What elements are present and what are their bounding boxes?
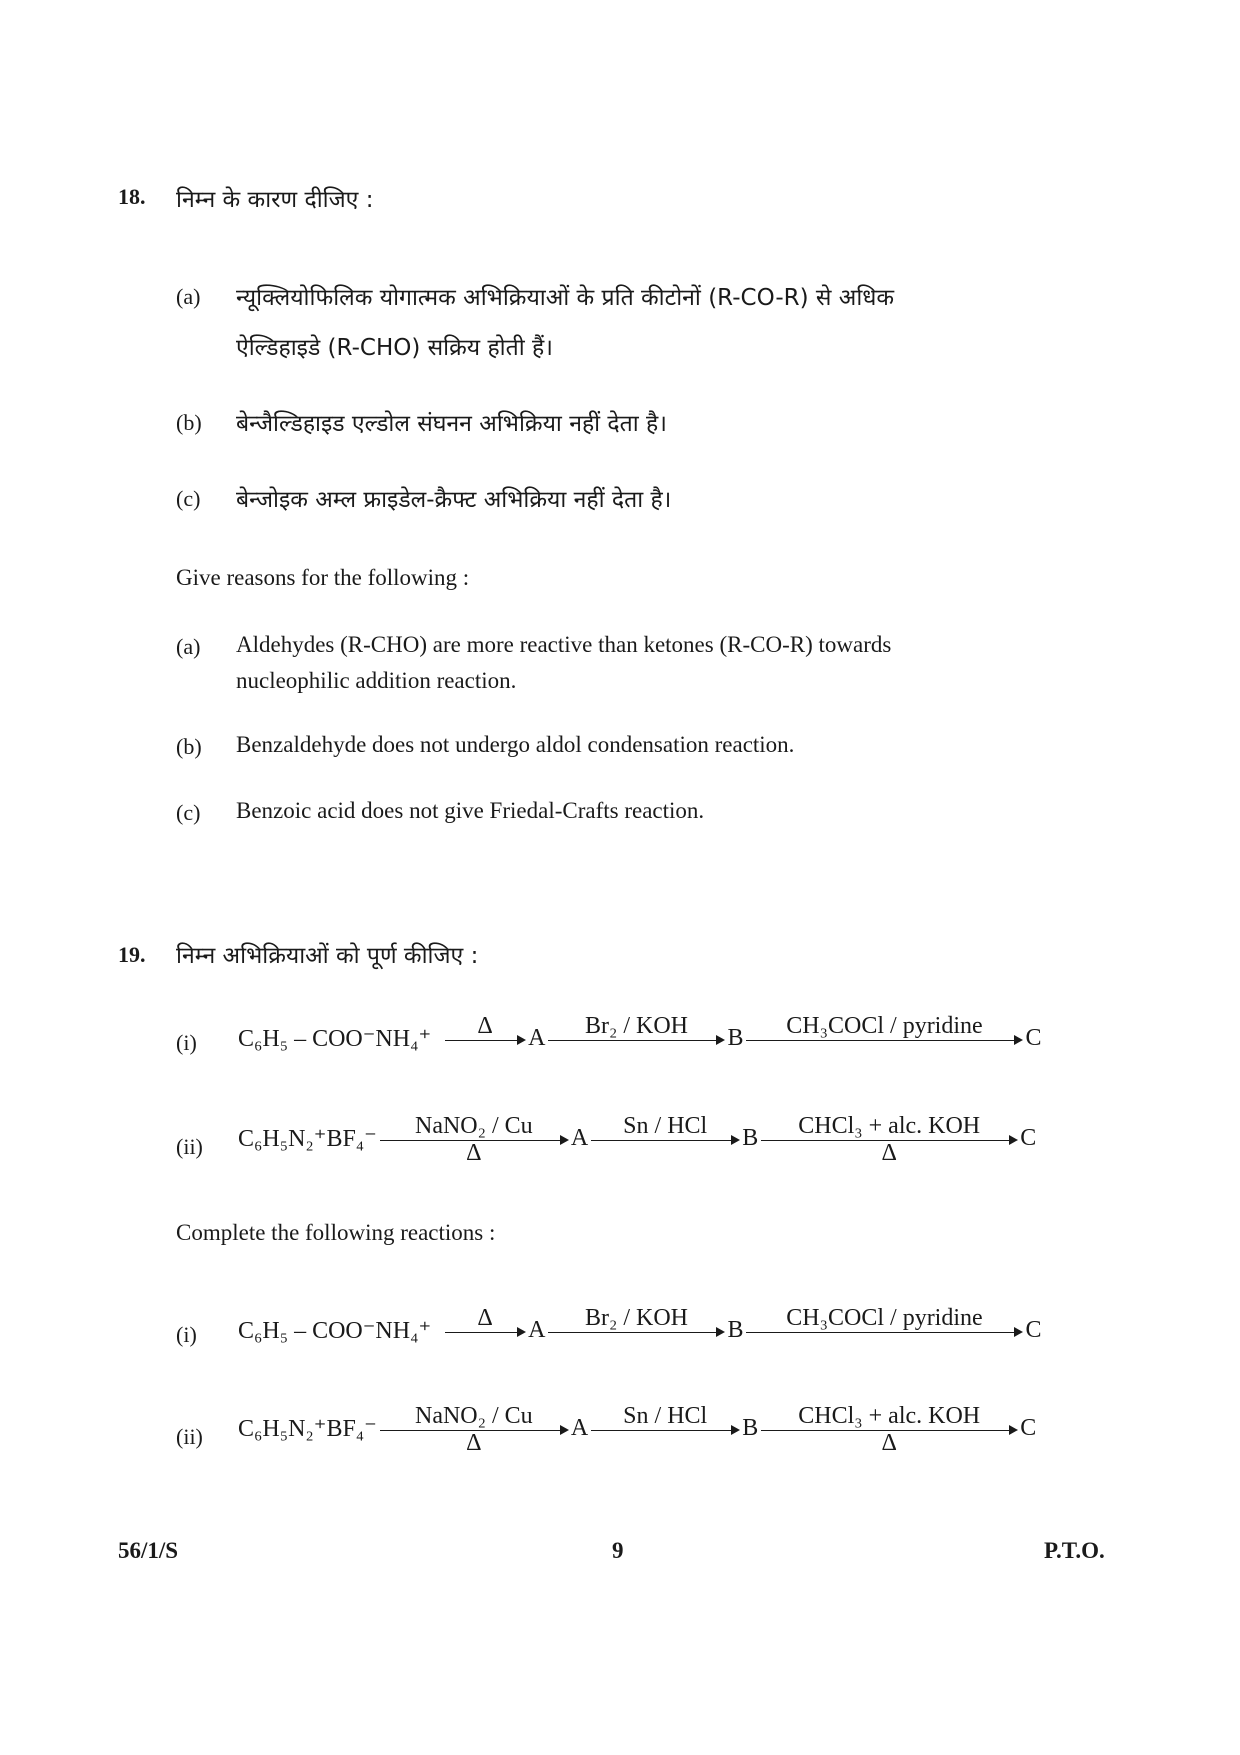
reaction-arrow — [746, 1012, 1022, 1065]
product: A — [570, 1125, 589, 1151]
reaction-arrow — [761, 1112, 1017, 1165]
arrow-condition: Sn / HCl — [623, 1113, 708, 1139]
reaction-equation — [238, 1304, 1042, 1357]
arrow-condition: CH₃COCl / pyridine — [786, 1305, 983, 1331]
reactant: C₆H₅ – COO⁻NH₄⁺ — [238, 1318, 432, 1344]
product: B — [727, 1025, 744, 1051]
question-intro-hindi: निम्न के कारण दीजिए : — [176, 187, 374, 213]
question-intro-hindi: निम्न अभिक्रियाओं को पूर्ण कीजिए : — [176, 943, 479, 969]
product: A — [570, 1415, 589, 1441]
part-text: बेन्जैल्डिहाइड एल्डोल संघनन अभिक्रिया नहीं देता है। — [236, 411, 667, 437]
pto-label: P.T.O. — [1044, 1538, 1105, 1563]
reaction-arrow — [591, 1112, 739, 1165]
question-intro-english: Give reasons for the following : — [176, 565, 470, 590]
product: A — [528, 1025, 546, 1051]
arrow-condition: CH₃COCl / pyridine — [786, 1013, 983, 1039]
product: C — [1020, 1125, 1037, 1151]
arrow-condition: CHCl₃ + alc. KOH — [798, 1113, 981, 1139]
arrow-condition: CHCl₃ + alc. KOH — [798, 1403, 981, 1429]
product: B — [727, 1317, 744, 1343]
arrow-condition: Δ — [477, 1013, 493, 1039]
reaction-label: (i) — [176, 1030, 197, 1055]
product: B — [742, 1125, 759, 1151]
arrow-condition: Br₂ / KOH — [584, 1305, 688, 1331]
reaction-equation — [238, 1112, 1036, 1165]
reactant: C₆H₅ – COO⁻NH₄⁺ — [238, 1026, 432, 1052]
arrow-condition: Δ — [881, 1430, 897, 1456]
reaction-arrow — [548, 1304, 724, 1357]
part-text: nucleophilic addition reaction. — [236, 668, 517, 693]
reaction-arrow — [445, 1012, 525, 1065]
arrow-icon — [380, 1140, 560, 1141]
arrow-icon — [591, 1140, 731, 1141]
reaction-label: (ii) — [176, 1134, 203, 1159]
arrow-icon — [761, 1140, 1009, 1141]
arrow-icon — [445, 1040, 517, 1041]
question-number: 19. — [118, 942, 146, 967]
part-label: (c) — [176, 486, 201, 511]
arrow-condition: Sn / HCl — [623, 1403, 708, 1429]
arrow-icon — [761, 1430, 1009, 1431]
part-text: ऐल्डिहाइडे (R-CHO) सक्रिय होती हैं। — [236, 335, 553, 361]
question-number: 18. — [118, 184, 146, 209]
arrow-icon — [445, 1332, 517, 1333]
reaction-label: (i) — [176, 1322, 197, 1347]
product: C — [1020, 1415, 1037, 1441]
reaction-arrow — [380, 1112, 568, 1165]
part-text: बेन्जोइक अम्ल फ्राइडेल-क्रैफ्ट अभिक्रिया नहीं देता है। — [236, 487, 672, 513]
arrow-icon — [548, 1332, 716, 1333]
part-label: (a) — [176, 284, 201, 309]
question-intro-english: Complete the following reactions : — [176, 1220, 496, 1245]
reaction-equation — [238, 1402, 1036, 1455]
arrow-condition: Δ — [477, 1305, 493, 1331]
arrow-condition: NaNO₂ / Cu — [414, 1113, 533, 1139]
page-number: 9 — [612, 1538, 624, 1563]
reactant: C₆H₅N₂⁺BF₄⁻ — [238, 1416, 377, 1442]
arrow-icon — [548, 1040, 716, 1041]
part-text: Aldehydes (R-CHO) are more reactive than ketones (R-CO-R) towards — [236, 632, 892, 657]
reaction-arrow — [380, 1402, 568, 1455]
arrow-condition: NaNO₂ / Cu — [414, 1403, 533, 1429]
arrow-condition: Δ — [466, 1140, 482, 1166]
arrow-condition: Br₂ / KOH — [584, 1013, 688, 1039]
reaction-arrow — [445, 1304, 525, 1357]
arrow-icon — [746, 1040, 1014, 1041]
product: C — [1025, 1025, 1042, 1051]
arrow-condition: Δ — [881, 1140, 897, 1166]
reaction-arrow — [591, 1402, 739, 1455]
reactant: C₆H₅N₂⁺BF₄⁻ — [238, 1126, 377, 1152]
product: B — [742, 1415, 759, 1441]
part-text: Benzoic acid does not give Friedal-Crafts reaction. — [236, 798, 705, 823]
reaction-arrow — [761, 1402, 1017, 1455]
reaction-arrow — [548, 1012, 724, 1065]
product: C — [1025, 1317, 1042, 1343]
part-text: न्यूक्लियोफिलिक योगात्मक अभिक्रियाओं के प्रति कीटोनों (R-CO-R) से अधिक — [236, 285, 895, 311]
reaction-arrow — [746, 1304, 1022, 1357]
arrow-icon — [591, 1430, 731, 1431]
part-text: Benzaldehyde does not undergo aldol condensation reaction. — [236, 732, 795, 757]
product: A — [528, 1317, 546, 1343]
arrow-icon — [746, 1332, 1014, 1333]
arrow-icon — [380, 1430, 560, 1431]
part-label: (b) — [176, 734, 202, 759]
paper-code: 56/1/S — [118, 1538, 179, 1563]
arrow-condition: Δ — [466, 1430, 482, 1456]
part-label: (c) — [176, 800, 201, 825]
reaction-label: (ii) — [176, 1424, 203, 1449]
part-label: (b) — [176, 410, 202, 435]
reaction-equation — [238, 1012, 1042, 1065]
part-label: (a) — [176, 634, 201, 659]
